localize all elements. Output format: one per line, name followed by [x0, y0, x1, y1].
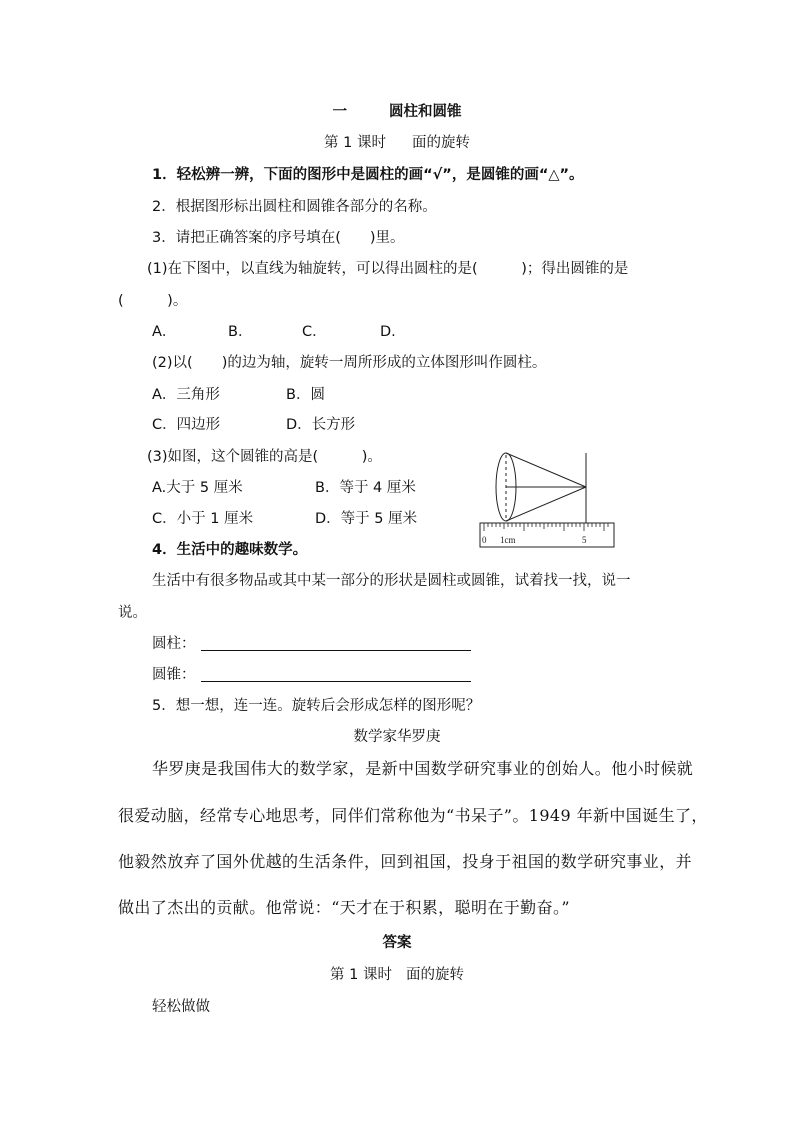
lesson-name: 面的旋转 — [411, 135, 470, 151]
unit-title — [0, 103, 794, 121]
cone-answer-blank[interactable] — [201, 681, 471, 682]
story-line-3: 他毅然放弃了国外优越的生活条件，回到祖国，投身于祖国的数学研究事业，并 — [118, 852, 693, 871]
option-d: D. — [380, 324, 396, 340]
lesson-number: 第 1 课时 — [324, 135, 386, 151]
answer-lesson-number: 第 1 课时 — [330, 967, 392, 983]
cylinder-answer-blank[interactable] — [201, 650, 471, 651]
question-3: 3．请把正确答案的序号填在( )里。 — [152, 230, 405, 246]
answer-lesson-title — [0, 966, 794, 984]
question-4-text-line1: 生活中有很多物品或其中某一部分的形状是圆柱或圆锥，试着找一找，说一 — [152, 573, 631, 589]
option-d: D．长方形 — [286, 417, 356, 433]
question-3-1-line1: (1)在下图中，以直线为轴旋转，可以得出圆柱的是( )；得出圆锥的是 — [147, 261, 629, 277]
option-d: D．等于 5 厘米 — [315, 511, 418, 527]
question-3-1-line2: ( )。 — [118, 293, 188, 309]
question-4-cone-label: 圆锥： — [152, 667, 196, 683]
cone-drawing — [496, 453, 586, 523]
answer-section-label: 轻松做做 — [152, 999, 210, 1015]
answer-title: 答案 — [382, 935, 412, 951]
option-b: B． — [228, 324, 253, 340]
question-3-2-options-row1 — [152, 386, 325, 404]
option-a: A． — [152, 324, 177, 340]
question-3-1-options — [152, 323, 396, 341]
option-c: C．小于 1 厘米 — [152, 511, 254, 527]
story-line-4: 做出了杰出的贡献。他常说：“天才在于积累，聪明在于勤奋。” — [118, 898, 570, 917]
option-c: C．四边形 — [152, 417, 221, 433]
unit-title-text: 圆柱和圆锥 — [389, 104, 462, 120]
story-line-1: 华罗庚是我国伟大的数学家，是新中国数学研究事业的创始人。他小时候就 — [152, 759, 694, 778]
lesson-title — [0, 134, 794, 152]
ruler-label-0: 0 — [482, 535, 487, 545]
option-c: C． — [302, 324, 327, 340]
question-5: 5．想一想，连一连。旋转后会形成怎样的图形呢？ — [152, 698, 481, 714]
option-b: B．等于 4 厘米 — [315, 480, 416, 496]
story-line-2: 很爱动脑，经常专心地思考，同伴们常称他为“书呆子”。1949 年新中国诞生了， — [118, 806, 708, 825]
cone-ruler-figure — [478, 445, 618, 549]
story-title: 数学家华罗庚 — [353, 729, 441, 745]
question-3-3-options-row2 — [152, 510, 417, 528]
ruler — [480, 523, 614, 547]
unit-title-number: 一 — [332, 104, 347, 120]
question-3-2-options-row2 — [152, 416, 355, 434]
option-a: A．三角形 — [152, 387, 220, 403]
question-4-text-line2: 说。 — [118, 605, 147, 621]
question-4: 4．生活中的趣味数学。 — [152, 542, 308, 558]
option-a: A.大于 5 厘米 — [152, 480, 243, 496]
answer-lesson-name: 面的旋转 — [405, 967, 464, 983]
question-1: 1．轻松辨一辨，下面的图形中是圆柱的画“√”，是圆锥的画“△”。 — [152, 167, 584, 183]
option-b: B．圆 — [286, 387, 325, 403]
ruler-label-5: 5 — [582, 535, 587, 545]
question-3-3-options-row1 — [152, 479, 416, 497]
question-2: 2．根据图形标出圆柱和圆锥各部分的名称。 — [152, 199, 437, 215]
question-3-2: (2)以( )的边为轴，旋转一周所形成的立体图形叫作圆柱。 — [152, 355, 547, 371]
ruler-label-1cm: 1cm — [500, 535, 516, 545]
question-4-cylinder-label: 圆柱： — [152, 636, 196, 652]
question-3-3: (3)如图，这个圆锥的高是( )。 — [147, 449, 382, 465]
